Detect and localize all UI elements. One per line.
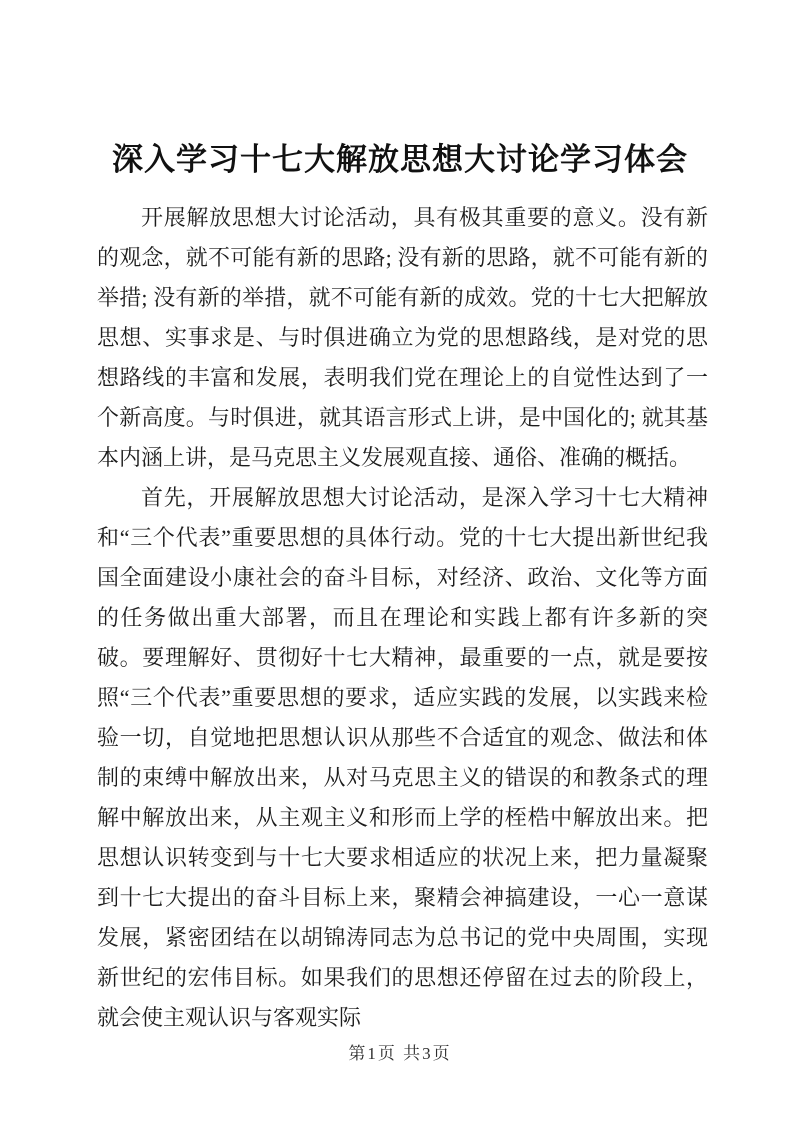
document-title: 深入学习十七大解放思想大讨论学习体会 [112, 142, 688, 177]
document-body [0, 198, 800, 1038]
paragraph-1: 开展解放思想大讨论活动，具有极其重要的意义。没有新的观念，就不可能有新的思路; 没有新的思路，就不可能有新的举措; 没有新的举措，就不可能有新的成效。党的十七大把解放思想、实事求是、与时俱进确立为党的思想路线，是对党的思想路线的丰富和发展，表明我们党在理论上的自觉性达到了一个新高度。与时俱进，就其语言形式上讲，是中国化的; 就其基本内涵上讲，是马克思主义发展观直接、通俗、准确的概括。 [97, 205, 708, 470]
page-footer [0, 1039, 800, 1064]
page-number-indicator: 第1页 共3页 [348, 1044, 452, 1063]
paragraph-2: 首先，开展解放思想大讨论活动，是深入学习十七大精神和“三个代表”重要思想的具体行动。党的十七大提出新世纪我国全面建设小康社会的奋斗目标，对经济、政治、文化等方面的任务做出重大部署，而且在理论和实践上都有许多新的突破。要理解好、贯彻好十七大精神，最重要的一点，就是要按照“三个代表”重要思想的要求，适应实践的发展，以实践来检验一切，自觉地把思想认识从那些不合适宜的观念、做法和体制的束缚中解放出来，从对马克思主义的错误的和教条式的理解中解放出来，从主观主义和形而上学的桎梏中解放出来。把思想认识转变到与十七大要求相适应的状况上来，把力量凝聚到十七大提出的奋斗目标上来，聚精会神搞建设，一心一意谋发展，紧密团结在以胡锦涛同志为总书记的党中央周围，实现新世纪的宏伟目标。如果我们的思想还停留在过去的阶段上，就会使主观认识与客观实际 [97, 485, 709, 1030]
